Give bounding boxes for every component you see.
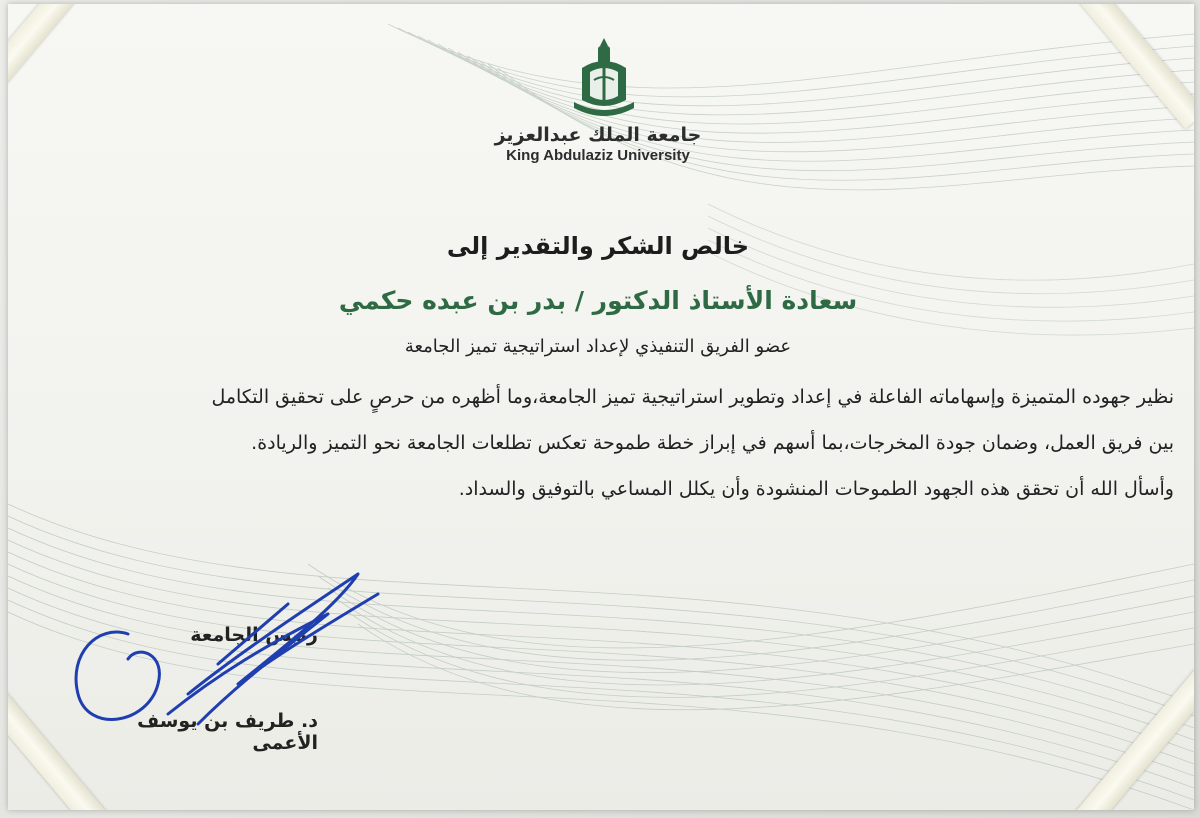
handwritten-signature xyxy=(38,564,418,764)
certificate-card xyxy=(8,4,1194,810)
university-name-english: King Abdulaziz University xyxy=(506,147,690,164)
certificate-heading: خالص الشكر والتقدير إلى xyxy=(446,232,750,260)
university-name-arabic: جامعة الملك عبدالعزيز xyxy=(494,124,702,146)
body-line-1: نظير جهوده المتميزة وإسهاماته الفاعلة في إعداد وتطوير استراتيجية تميز الجامعة،وما أظهره من حرصٍ على تحقيق التكامل xyxy=(211,386,1174,408)
body-line-3: وأسأل الله أن تحقق هذه الجهود الطموحات المنشودة وأن يكلل المساعي بالتوفيق والسداد. xyxy=(458,478,1174,500)
recipient-role: عضو الفريق التنفيذي لإعداد استراتيجية تميز الجامعة xyxy=(404,336,792,357)
recipient-name: سعادة الأستاذ الدكتور / بدر بن عبده حكمي xyxy=(338,286,858,315)
signatory-title: رئيس الجامعة xyxy=(190,624,318,646)
signatory-name: د. طريف بن يوسف الأعمى xyxy=(137,710,318,754)
university-emblem-icon xyxy=(568,34,640,120)
body-line-2: بين فريق العمل، وضمان جودة المخرجات،بما أسهم في إبراز خطة طموحة تعكس تطلعات الجامعة نحو التميز والريادة. xyxy=(251,432,1174,454)
